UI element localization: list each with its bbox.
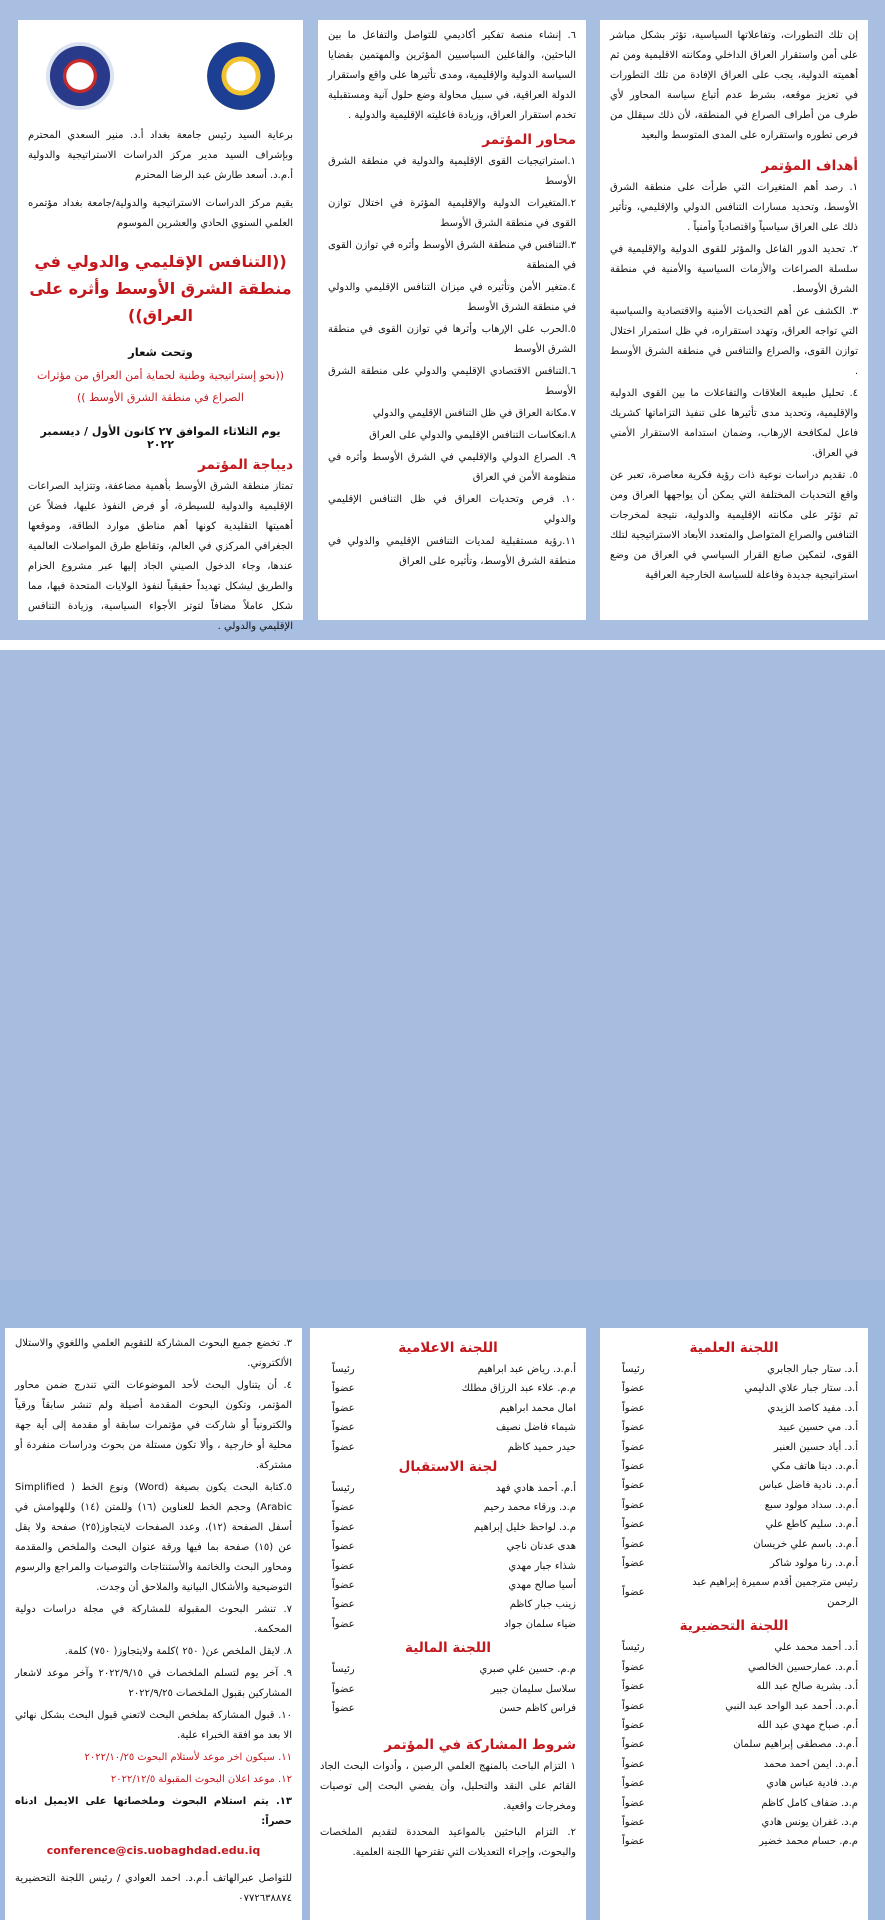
- organizer-text: يقيم مركز الدراسات الاستراتيجية والدولية/جامعة بغداد مؤتمره العلمي السنوي الحادي والعشرين الموسوم: [28, 198, 293, 229]
- slogan-label: وتحت شعار: [128, 345, 193, 359]
- member-role: عضواً: [622, 1538, 645, 1550]
- member-name: زينب جبار كاظم: [509, 1599, 576, 1611]
- member-name: أ.د. ستار جبار علاي الدليمي: [744, 1383, 858, 1395]
- table-row: [320, 1518, 576, 1537]
- member-name: م.د. لواحظ خليل إبراهيم: [473, 1521, 576, 1533]
- intro-paragraph: إن تلك التطورات، وتفاعلاتها السياسية، تؤثر بشكل مباشر على أمن واستقرار العراق الداخلي ومكانته الاقليمية ومن ثم أهميته الدولية، يجب على العراق الإفادة من تلك التطورات في تعزيز موقعه، بشرط عدم أتباع سياسة المحاور لأي طرف من أطراف الصراع في المنطقة، لأن ذلك سيقلل من فرص تطوره واستقراره على المدى المتوسط والبعيد: [610, 30, 858, 141]
- university-logo-icon: [207, 42, 275, 110]
- axis-item: ٢.المتغيرات الدولية والإقليمية المؤثرة في اختلال توازن القوى في منطقة الشرق الأوسط: [328, 198, 576, 229]
- table-row: [320, 1537, 576, 1556]
- panel-conditions: [5, 1328, 302, 1920]
- member-name: م.د. ورقاء محمد رحيم: [483, 1502, 576, 1514]
- member-role: عضواً: [332, 1383, 355, 1395]
- preparatory-committee-heading: اللجنة التحضيرية: [679, 1618, 789, 1635]
- table-row: [320, 1576, 576, 1595]
- goals-list: [610, 178, 858, 586]
- member-role: عضواً: [332, 1541, 355, 1553]
- member-role: عضواً: [622, 1422, 645, 1434]
- member-name: حيدر حميد كاظم: [507, 1441, 576, 1453]
- member-name: أ.م. صباح مهدي عبد الله: [757, 1719, 858, 1731]
- member-name: فراس كاظم حسن: [499, 1703, 576, 1715]
- member-name: م.د. غفران يونس هادي: [761, 1816, 858, 1828]
- member-name: أ.م.د. ايمن احمد محمد: [763, 1758, 858, 1770]
- goal-item: ٤. تحليل طبيعة العلاقات والتفاعلات ما بين القوى الدولية والإقليمية، وتحديد مدى تأثيرها على تنفيذ التزاماتها كشريك فاعل لمكافحة الإرهاب، وضمان استدامة الاستقرار الأمني في العراق.: [610, 388, 858, 459]
- member-name: أ.م.د. أحمد عبد الواحد عبد النبي: [725, 1700, 858, 1712]
- conference-date: يوم الثلاثاء الموافق ٢٧ كانون الأول / ديسمبر ٢٠٢٢: [40, 425, 281, 451]
- axis-item: ١.استراتيجيات القوى الإقليمية والدولية في منطقة الشرق الأوسط: [328, 156, 576, 187]
- member-name: أ.م.د. باسم علي خريسان: [753, 1538, 858, 1550]
- member-name: أ.م.د. سداد مولود سبع: [764, 1499, 858, 1511]
- member-name: شذاء جبار مهدي: [508, 1560, 576, 1572]
- member-role: عضواً: [622, 1499, 645, 1511]
- table-row: [610, 1418, 858, 1437]
- goal-item: ١. رصد أهم المتغيرات التي طرأت على منطقة الشرق الأوسط، وتحديد مسارات التنافس الدولي والإقليمي، وتأثير ذلك على العراق سياسياً واقتصادياً وأمنياً .: [610, 182, 858, 233]
- slogan-text: ((نحو إستراتيجية وطنية لحماية أمن العراق من مؤثرات الصراع في منطقة الشرق الأوسط )): [36, 369, 285, 404]
- member-role: عضواً: [622, 1700, 645, 1712]
- table-row: [610, 1658, 858, 1677]
- table-row: [610, 1476, 858, 1495]
- member-role: عضواً: [332, 1618, 355, 1630]
- member-role: عضواً: [332, 1441, 355, 1453]
- scientific-committee-heading: اللجنة العلمية: [689, 1340, 779, 1356]
- member-role: عضواً: [622, 1480, 645, 1492]
- panel-goals: [600, 20, 868, 620]
- axis-item: ٨.انعكاسات التنافس الإقليمي والدولي على العراق: [369, 430, 576, 441]
- conditions-list: [15, 1334, 292, 1832]
- member-role: عضواً: [332, 1422, 355, 1434]
- table-row: [320, 1438, 576, 1457]
- table-row: [320, 1399, 576, 1418]
- member-role: رئيساً: [622, 1364, 645, 1375]
- member-name: أ.د. ستار جبار الجابري: [767, 1364, 858, 1375]
- brochure-inner-side: [0, 650, 885, 1904]
- member-name: م.م. علاء عبد الرزاق مطلك: [461, 1383, 576, 1395]
- member-name: أ.م.د. نادية فاضل عباس: [758, 1480, 858, 1492]
- table-row: [320, 1360, 576, 1379]
- panel-committees: [310, 1328, 586, 1920]
- member-name: أ.م. أحمد هادي فهد: [495, 1483, 576, 1495]
- member-role: عضواً: [622, 1519, 645, 1531]
- member-name: ضياء سلمان جواد: [503, 1618, 576, 1630]
- member-role: عضواً: [622, 1836, 645, 1848]
- member-name: هدى عدنان ناجي: [506, 1541, 576, 1553]
- goal-item: ٢. تحديد الدور الفاعل والمؤثر للقوى الدولية والإقليمية في سلسلة الصراعات والأزمات السياسية والأمنية في منطقة الشرق الأوسط.: [610, 244, 858, 295]
- member-role: عضواً: [622, 1558, 645, 1570]
- member-name: أ.د. مفيد كاصد الزيدي: [767, 1402, 858, 1414]
- rule-item: ١٣. يتم استلام البحوث وملخصاتها على الايميل ادناه حصراً:: [15, 1796, 292, 1827]
- goal-item-6: ٦. إنشاء منصة تفكير أكاديمي للتواصل والتفاعل ما بين الباحثين، والفاعلين السياسيين المؤثرين والمهتمين بقضايا السياسة الدولية والإقليمية، ومدى تأثيرها على واقع واستقرار الدولة العراقية، في سبيل محاولة وضع حلول آنية ومستقبلية تخدم استقرار العراق، وزيادة فاعليته الإقليمية والدولية .: [328, 30, 576, 121]
- table-row: [610, 1573, 858, 1612]
- member-role: عضواً: [332, 1599, 355, 1611]
- table-row: [610, 1755, 858, 1774]
- rule-item: ١١. سيكون اخر موعد لأستلام البحوث ٢٠٢٢/١٠/٢٥: [84, 1752, 292, 1763]
- member-name: امال محمد ابراهيم: [499, 1402, 576, 1414]
- conditions-heading: شروط المشاركة في المؤتمر: [384, 1736, 576, 1753]
- member-name: م.د. ضفاف كامل كاظم: [761, 1797, 858, 1809]
- table-row: [610, 1438, 858, 1457]
- condition-item: ١ التزام الباحث بالمنهج العلمي الرصين ، وأدوات البحث الجاد القائم على النقد والتحليل، وأن يفضي البحث إلى توصيات ومخرجات واقعية.: [320, 1760, 576, 1812]
- panel-scientific-committee: [600, 1328, 868, 1920]
- member-name: أ.م.د. سليم كاطع علي: [765, 1519, 858, 1531]
- table-row: [610, 1554, 858, 1573]
- member-name: أ.م.د. مصطفى إبراهيم سلمان: [733, 1739, 858, 1751]
- table-row: [610, 1716, 858, 1735]
- member-role: رئيساً: [332, 1483, 355, 1495]
- panel-axes: [318, 20, 586, 620]
- table-row: [610, 1697, 858, 1716]
- member-role: عضواً: [332, 1502, 355, 1514]
- axis-item: ٧.مكانة العراق في ظل التنافس الإقليمي والدولي: [372, 408, 576, 419]
- member-name: م.م. حسين علي صبري: [479, 1664, 576, 1676]
- member-name: أسيا صالح مهدي: [508, 1580, 576, 1592]
- member-role: عضواً: [622, 1383, 645, 1395]
- page-divider: [0, 640, 885, 650]
- member-name: سلاسل سليمان جبير: [490, 1683, 576, 1695]
- rule-item: ٣. تخضع جميع البحوث المشاركة للتقويم العلمي واللغوي والاستلال الألكتروني.: [15, 1338, 292, 1369]
- preface-text: تمتاز منطقة الشرق الأوسط بأهمية مضاعفة، وتتزايد الصراعات الإقليمية والدولية للسيطرة، أو فرض النفوذ عليها، فضلاً عن أهميتها التقليدية كونها أهم مناطق موارد الطاقة، وموقعها الجغرافي المركزي في العالم، وتقاطع طرق المواصلات العالمية عندها، وجاء الدخول الصيني الجاد إليها عبر مشروع الحزام والطريق ليشكل تهديداً حقيقياً لنفوذ الولايات المتحدة فيها، مما شكل عاملاً مضافاً لتوتر الأجواء السياسية، وزيادة التنافس الإقليمي والدولي .: [28, 481, 293, 632]
- axis-item: ٦.التنافس الاقتصادي الإقليمي والدولي على منطقة الشرق الأوسط: [328, 366, 576, 397]
- table-row: [320, 1699, 576, 1718]
- condition-item: ٢. التزام الباحثين بالمواعيد المحددة لتقديم الملخصات والبحوث، وإجراء التعديلات التي تقترحها اللجنة العلمية.: [320, 1826, 576, 1858]
- member-name: أ.د. أياد حسين العنبر: [773, 1441, 858, 1453]
- finance-committee-table: [320, 1660, 576, 1718]
- member-name: أ.م.د. رياض عبد ابراهيم: [477, 1364, 576, 1375]
- conference-title: ((التنافس الإقليمي والدولي في منطقة الشرق الأوسط وأثره على العراق)): [29, 252, 292, 325]
- rule-item: ٩. آخر يوم لتسلم الملخصات في ٢٠٢٢/٩/١٥ وآخر موعد لاشعار المشاركين بقبول الملخصات ٢٠٢٢/٩/٢٥: [15, 1668, 292, 1699]
- table-row: [320, 1379, 576, 1398]
- member-role: عضواً: [332, 1402, 355, 1414]
- patronage-text: برعاية السيد رئيس جامعة بغداد أ.د. منير السعدي المحترم وبإشراف السيد مدير مركز الدراسات الاستراتيجية والدولية أ.م.د. أسعد طارش عبد الرضا المحترم: [28, 130, 293, 181]
- member-role: رئيساً: [332, 1664, 355, 1676]
- table-row: [320, 1498, 576, 1517]
- goal-item: ٣. الكشف عن أهم التحديات الأمنية والاقتصادية والسياسية التي تواجه العراق، وتهدد استقراره، في ظل استمرار اختلال توازن القوى، والصراع والتنافس في منطقة الشرق الأوسط .: [610, 306, 858, 377]
- finance-committee-heading: اللجنة المالية: [405, 1640, 491, 1657]
- table-row: [320, 1595, 576, 1614]
- member-role: عضواً: [622, 1441, 645, 1453]
- axis-item: ٥.الحرب على الإرهاب وأثرها في توازن القوى في منطقة الشرق الأوسط: [328, 324, 576, 355]
- table-row: [610, 1515, 858, 1534]
- member-role: عضواً: [622, 1758, 645, 1770]
- table-row: [610, 1360, 858, 1379]
- axis-item: ٤.متغير الأمن وتأثيره في ميزان التنافس الإقليمي والدولي في منطقة الشرق الأوسط: [328, 282, 576, 313]
- table-row: [320, 1557, 576, 1576]
- axis-item: ٩. الصراع الدولي والإقليمي في الشرق الأوسط وأثره في منظومة الأمن في العراق: [328, 452, 576, 483]
- table-row: [610, 1735, 858, 1754]
- member-name: أ.د. أحمد محمد علي: [774, 1642, 858, 1654]
- axes-list: [328, 152, 576, 572]
- rule-item: ٥.كتابة البحث يكون بصيغة (Word) ونوع الخط ( Simplified Arabic) وحجم الخط للعناوين (١٦) وللمتن (١٤) وللهوامش في أسفل الصفحة (١٢)، وعدد الصفحات لايتجاوز(٢٥) صفحة ولا يقل عن (١٥) صفحة بما فيها ورقة عنوان البحث والملخص والمقدمة ومحاور البحث والخاتمة والأستنتاجات والتوصيات والمراجع والرسوم التوضيحية والأشكال البيانية والملاحق أن وجدت.: [15, 1482, 292, 1593]
- axis-item: ٣.التنافس في منطقة الشرق الأوسط وأثره في توازن القوى في المنطقة: [328, 240, 576, 271]
- table-row: [320, 1479, 576, 1498]
- center-logo-icon: [46, 42, 114, 110]
- axis-item: ١١.رؤية مستقبلية لمديات التنافس الإقليمي والدولي في منطقة الشرق الأوسط، وتأثيره على العراق: [328, 536, 576, 567]
- table-row: [610, 1832, 858, 1851]
- axis-item: ١٠. فرص وتحديات العراق في ظل التنافس الإقليمي والدولي: [328, 494, 576, 525]
- member-role: عضواً: [622, 1461, 645, 1473]
- goal-item: ٥. تقديم دراسات نوعية ذات رؤية فكرية معاصرة، تعبر عن واقع التحديات المختلفة التي يمكن أن يواجهها العراق ومن ثم تؤثر على مكانته الإقليمية والدولية، نتيجة لمخرجات التنافس والصراع المتواصل والمتعدد الأبعاد الاستراتيجية لتلك القوى، لتمكين صانع القرار السياسي في العراق من وضع استراتيجية جديدة وفاعلة للسياسة الخارجية العراقية: [610, 470, 858, 581]
- member-name: رئيس مترجمين أقدم سميرة إبراهيم عبد الرحمن: [692, 1577, 858, 1608]
- rule-item: ١٠. قبول المشاركة بملخص البحث لاتعني قبول البحث بشكل نهائي الا بعد مو افقة الخبراء علية.: [15, 1710, 292, 1741]
- logos-row: [28, 26, 293, 126]
- table-row: [610, 1535, 858, 1554]
- member-name: أ.م.د. دينا هاتف مكي: [771, 1461, 858, 1473]
- axes-heading: محاور المؤتمر: [482, 132, 576, 148]
- member-name: م.م. حسام محمد خضير: [759, 1836, 858, 1848]
- reception-committee-heading: لجنة الاستقبال: [398, 1459, 498, 1476]
- member-role: رئيساً: [622, 1642, 645, 1654]
- member-name: أ.م.د. عمارحسين الخالصي: [747, 1661, 858, 1673]
- reception-committee-table: [320, 1479, 576, 1634]
- member-role: عضواً: [332, 1521, 355, 1533]
- scientific-committee-table: [610, 1360, 858, 1612]
- table-row: [610, 1399, 858, 1418]
- media-committee-table: [320, 1360, 576, 1457]
- table-row: [610, 1457, 858, 1476]
- member-name: أ.م.د. رنا مولود شاكر: [769, 1558, 858, 1570]
- table-row: [610, 1638, 858, 1657]
- member-role: رئيساً: [332, 1364, 355, 1375]
- table-row: [320, 1418, 576, 1437]
- member-role: عضواً: [622, 1816, 645, 1828]
- member-role: عضواً: [622, 1661, 645, 1673]
- table-row: [610, 1379, 858, 1398]
- rule-item: ٧. تنشر البحوث المقبولة للمشاركة في مجلة دراسات دولية المحكمة.: [15, 1604, 292, 1635]
- member-role: عضواً: [622, 1402, 645, 1414]
- media-committee-heading: اللجنة الاعلامية: [398, 1340, 498, 1356]
- panel-cover: [18, 20, 303, 632]
- member-role: عضواً: [622, 1719, 645, 1731]
- table-row: [610, 1677, 858, 1696]
- member-name: أ.د. مي حسين عبيد: [778, 1422, 858, 1434]
- table-row: [610, 1794, 858, 1813]
- member-name: شيماء فاضل نصيف: [496, 1422, 576, 1434]
- member-role: عضواً: [332, 1580, 355, 1592]
- rule-item: ٤. أن يتناول البحث لأحد الموضوعات التي تندرج ضمن محاور المؤتمر، وتكون البحوث المقدمة أصيلة ولم تنشر سابقاً ورقياً والكترونياً أو شاركت في مؤتمرات سابقة أو مقدمة إلى أية جهة محلية أو خارجية ، وألا تكون مستلة من بحوث ودراسات منفردة أو مشتركة.: [15, 1380, 292, 1471]
- table-row: [610, 1496, 858, 1515]
- member-role: عضواً: [622, 1778, 645, 1790]
- goals-heading: أهداف المؤتمر: [761, 158, 858, 174]
- member-role: عضواً: [332, 1703, 355, 1715]
- member-role: عضواً: [622, 1739, 645, 1751]
- brochure-outer-side: [0, 0, 885, 640]
- table-row: [320, 1660, 576, 1679]
- member-role: عضواً: [332, 1560, 355, 1572]
- member-role: عضواً: [332, 1683, 355, 1695]
- table-row: [610, 1813, 858, 1832]
- conference-email-link[interactable]: conference@cis.uobaghdad.edu.iq: [46, 1844, 261, 1857]
- table-row: [610, 1774, 858, 1793]
- table-row: [320, 1680, 576, 1699]
- rule-item: ١٢. موعد اعلان البحوث المقبولة ٢٠٢٢/١٢/٥: [110, 1774, 292, 1785]
- member-role: عضواً: [622, 1587, 645, 1599]
- member-role: عضواً: [622, 1681, 645, 1693]
- member-role: عضواً: [622, 1797, 645, 1809]
- preparatory-committee-table: [610, 1638, 858, 1851]
- contact-text: للتواصل عبرالهاتف أ.م.د. احمد العوادي / رئيس اللجنة التحضيرية ٠٧٧٢٦٣٨٨٧٤: [15, 1873, 292, 1904]
- member-name: م.د. فادية عباس هادي: [766, 1778, 858, 1790]
- table-row: [320, 1615, 576, 1634]
- member-name: أ.د. بشرية صالح عبد الله: [756, 1681, 858, 1693]
- preface-heading: ديباجة المؤتمر: [198, 457, 293, 473]
- rule-item: ٨. لايقل الملخص عن( ٢٥٠ )كلمة ولايتجاوز( ٧٥٠) كلمة.: [64, 1646, 292, 1657]
